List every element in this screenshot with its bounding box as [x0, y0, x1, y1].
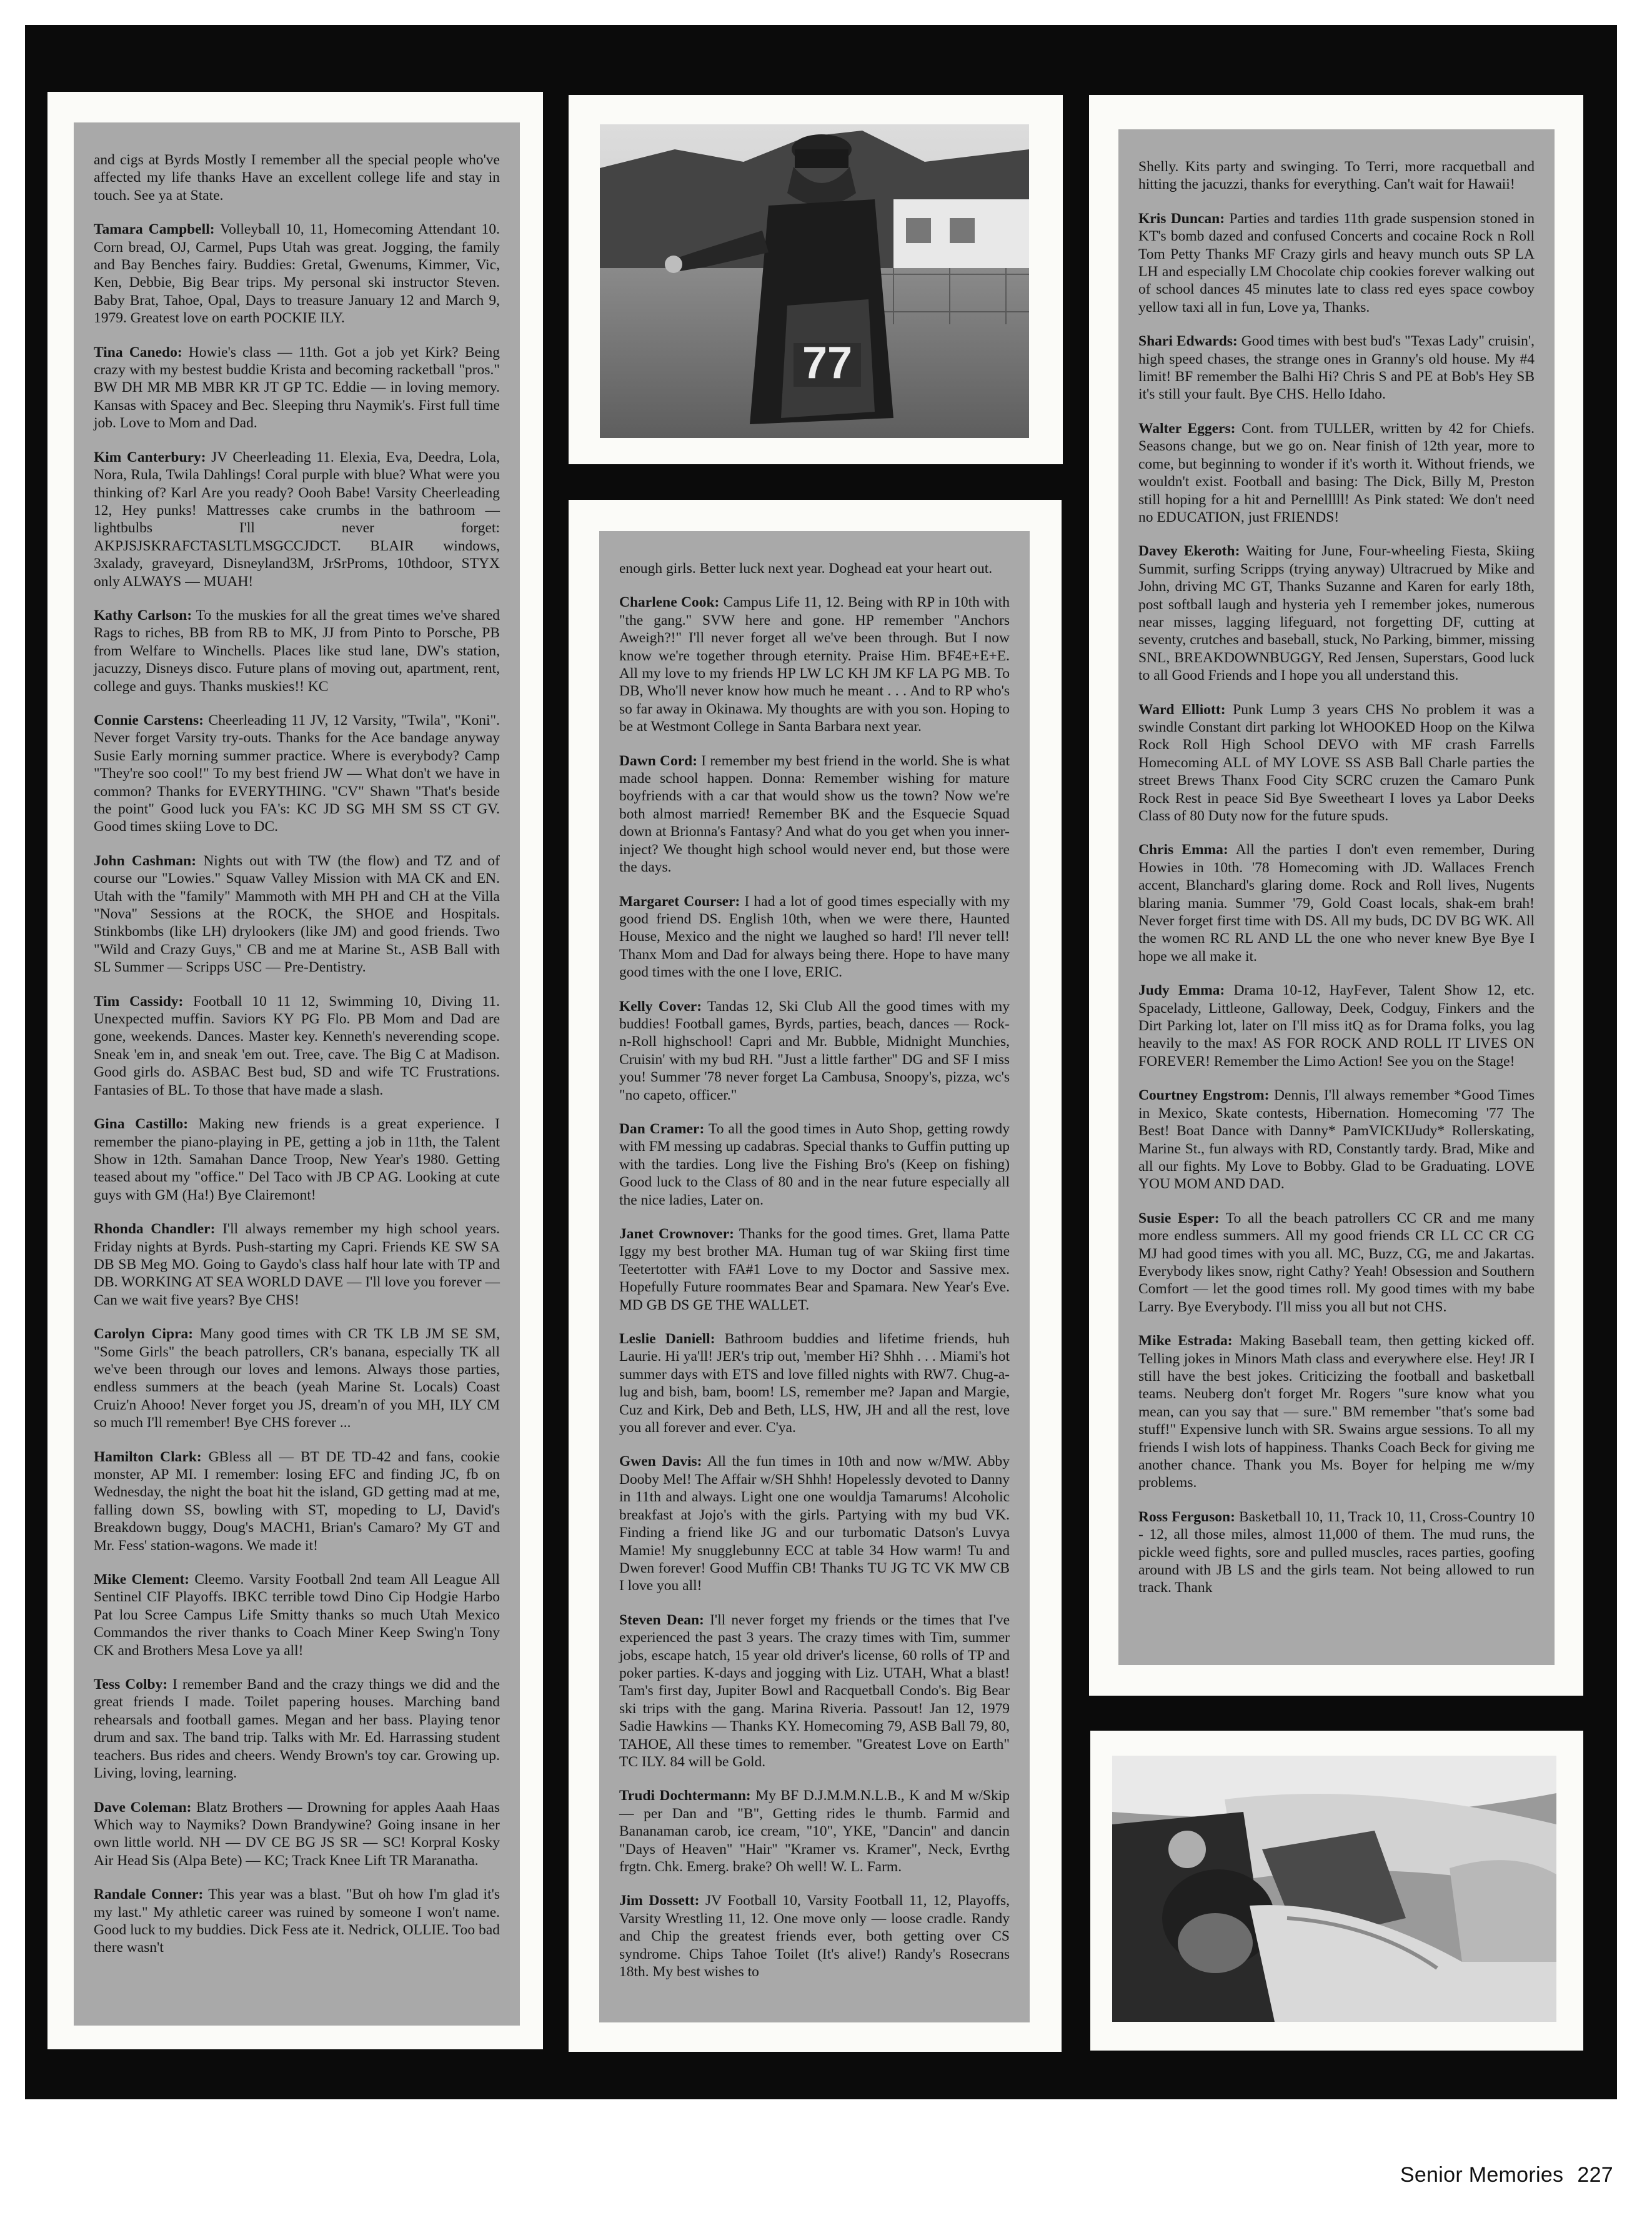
senior-memory-text: Drama 10-12, HayFever, Talent Show 12, etc. Spacelady, Littleone, Galloway, Deek, Codguy, Finkers and the Dirt Parking lot, later on I'll miss itQ as for Drama folks, you lag heavily to the max! AS FOR ROCK AND ROLL IT LIVES ON FOREVER! Remember the Limo Action! See you on the Stage!: [1138, 982, 1535, 1070]
senior-name: Walter Eggers:: [1138, 420, 1236, 437]
senior-memory-text: I remember Band and the crazy things we did and the great friends I made. Toilet papering houses. Marching band rehearsals and football games. Megan and her bass. Playing tenor drum and sax. The band trip. Talks with Mr. Ed. Harrassing student teachers. Bus rides and cheers. Wendy Brown's toy car. Growing up. Living, loving, learning.: [94, 1676, 500, 1782]
senior-entry: [1138, 1332, 1535, 1492]
senior-entry: [1138, 542, 1535, 684]
senior-memory-text: Making Baseball team, then getting kicked off. Telling jokes in Minors Math class and everywhere else. Hey! JR I still have the best jokes. Criticizing the football and basketball teams. Neuberg don't forget Mr. Rogers "sure know what you mean, can you say that — sure." BM remember "that's some bad stuff!" Expensive lunch with SR. Swains argue sessions. To all my friends I wish lots of happiness. Thanks Coach Beck for giving me another chance. Thank you Ms. Boyer for helping me w/my problems.: [1138, 1333, 1535, 1491]
senior-name: Tess Colby:: [94, 1676, 168, 1693]
senior-name: Steven Dean:: [619, 1611, 704, 1628]
senior-name: Shari Edwards:: [1138, 333, 1238, 350]
entry-continued-text: Shelly. Kits party and swinging. To Terri, more racquetball and hitting the jacuzzi, thanks for everything. Can't wait for Hawaii!: [1138, 159, 1535, 193]
senior-entry: [94, 1676, 500, 1782]
senior-name: Tim Cassidy:: [94, 993, 184, 1010]
senior-entry: [1138, 420, 1535, 526]
senior-name: Mike Estrada:: [1138, 1333, 1233, 1350]
senior-name: Janet Crownover:: [619, 1226, 734, 1242]
entry-continued-text: and cigs at Byrds Mostly I remember all the special people who've affected my life thanks Have an excellent college life and stay in touch. See ya at State.: [94, 152, 500, 204]
senior-entry: [619, 893, 1010, 982]
senior-name: Rhonda Chandler:: [94, 1221, 216, 1238]
senior-entry: [94, 1799, 500, 1870]
senior-memory-text: JV Cheerleading 11. Elexia, Eva, Deedra, Lola, Nora, Rula, Twila Dahlings! Coral purple with blue? What were you thinking of? Karl Are you ready? Oooh Babe! Varsity Cheerleading 12, Hey punks! Mattresses cake crumbs in the bathroom — lightbulbs I'll never forget: AKPJSJSKRAFCTASLTLMSGCCJDCT. BLAIR windows, 3xalady, graveyard, Disneyland3M, JrSrProms, 10thdoor, STYX only ALWAYS — MUAH!: [94, 449, 500, 590]
senior-memory-text: To all the beach patrollers CC CR and me many more endless summers. All my good friends CR LL CC CR CG MJ had good times with you all. MC, Buzz, CG, me and Jakartas. Everybody likes snow, right Cathy? Yeah! Obsession and Southern Comfort — let the good times roll. My good times with my babe Larry. Bye Everybody. I'll miss you all but not CHS.: [1138, 1210, 1535, 1315]
senior-name: Ward Elliott:: [1138, 701, 1226, 718]
senior-name: Kim Canterbury:: [94, 449, 206, 465]
senior-memory-text: This year was a blast. "But oh how I'm glad it's my last." My athletic career was ruined by someone I won't name. Good luck to my buddies. Dick Fess ate it. Nedrick, OLLIE. Too bad there wasn't: [94, 1886, 500, 1956]
senior-name: Tamara Campbell:: [94, 221, 215, 238]
senior-memory-text: All the fun times in 10th and now w/MW. Abby Dooby Mel! The Affair w/SH Shhh! Hopelessly devoted to Danny in 11th and always. Light one one wouldja Tamarums! Alcoholic breakfast at Jojo's with the girls. Partying with my bud VK. Finding a friend like JG and our turbomatic Datson's Luvya Mamie! My snugglebunny ECC at table 34 How warm! Tu and Dwen forever! Good Muffin CB! Thanks TU JG TC VK MW CB I love you all!: [619, 1453, 1010, 1594]
senior-entry: [619, 1892, 1010, 1981]
baseball-coach-photo: [600, 124, 1029, 438]
senior-memory-text: Tandas 12, Ski Club All the good times with my buddies! Football games, Byrds, parties, beach, dances — Rock-n-Roll highschool! Capri and Mr. Bubble, Midnight Munchies, Cruisin' with my bud RH. "Just a little farther" DG and SF I miss you! Summer '78 never forget La Cambusa, Snoopy's, pizza, wc's "no capeto, officer.": [619, 998, 1010, 1103]
senior-entry: [94, 1448, 500, 1554]
senior-name: Margaret Courser:: [619, 893, 740, 910]
senior-name: Kelly Cover:: [619, 998, 702, 1015]
senior-entry: [619, 752, 1010, 877]
senior-name: Charlene Cook:: [619, 594, 720, 611]
senior-name: Randale Conner:: [94, 1886, 204, 1903]
senior-name: Courtney Engstrom:: [1138, 1087, 1270, 1104]
senior-name: Tina Canedo:: [94, 344, 182, 361]
senior-entry: [1138, 332, 1535, 404]
senior-memory-text: Cheerleading 11 JV, 12 Varsity, "Twila", "Koni". Never forget Varsity try-outs. Thanks for the Ace bandage anyway Susie Early morning summer practice. Where is everybody? Camp "They're soo cool!" To my best friend JW — What don't we have in common? Thanks for EVERYTHING. "CV" Shawn "That's beside the point" Good luck you FA's: KC JD SG MH SM SS CT GV. Good times skiing Love to DC.: [94, 712, 500, 835]
senior-name: Gwen Davis:: [619, 1453, 702, 1470]
senior-memory-text: Making new friends is a great experience. I remember the piano-playing in PE, getting a job in 11th, the Talent Show in 12th. Samahan Dance Troop, New Year's 1980. Getting teased about my "office." Del Taco with JB CP AG. Looking at cute guys with GM (Ha!) Bye Clairemont!: [94, 1116, 500, 1203]
senior-memory-text: GBless all — BT DE TD-42 and fans, cookie monster, AP MI. I remember: losing EFC and finding JC, fb on Wednesday, the night the boat hit the island, GD getting mad at me, falling down SS, bowling with ST, mopeding to LJ, David's Breakdown buggy, Doug's MACH1, Brian's Camaro? My GT and Mr. Fess' station-wagons. We made it!: [94, 1448, 500, 1554]
senior-entry: [619, 1330, 1010, 1436]
senior-name: Leslie Daniell:: [619, 1331, 715, 1348]
senior-memory-text: Dennis, I'll always remember *Good Times in Mexico, Skate contests, Hibernation. Homecoming '77 The Best! Boat Dance with Danny* PamVICKIJudy* Rollerskating, Marine St., fun always with RD, Constantly tardy. Brad, Mike and all our fights. My Love to Bobby. Glad to be Graduating. LOVE YOU MOM AND DAD.: [1138, 1087, 1535, 1193]
senior-name: Gina Castillo:: [94, 1116, 189, 1133]
senior-entry: [94, 1115, 500, 1204]
senior-entry: [94, 993, 500, 1099]
senior-memory-text: My BF D.J.M.M.N.L.B., K and M w/Skip — per Dan and "B", Getting rides le thumb. Farmid and Bananaman carob, ice cream, "10", YKE, "Dancin" and dancin "Days of Heaven" "Hair" "Kramer vs. Kramer", Neck, Evrthg frgtn. Chk. Emerg. brake? Oh well! W. L. Farm.: [619, 1788, 1010, 1875]
senior-entry: [1138, 210, 1535, 316]
senior-memory-text: Many good times with CR TK LB JM SE SM, "Some Girls" the beach patrollers, CR's banana, especially TK all we've been through our loves and lemons. Always those parties, endless summers at the beach (yeah Marine St. Locals) Coast Cruiz'n Ahooo! Never forget you JS, dream'n of you MH, ILY CM so much I'll remember! Bye CHS forever ...: [94, 1326, 500, 1431]
senior-entry: [619, 1225, 1010, 1314]
senior-entry: [94, 712, 500, 836]
senior-entry: [619, 1611, 1010, 1771]
entry-continued-text: enough girls. Better luck next year. Doghead eat your heart out.: [619, 560, 993, 577]
senior-memory-text: Nights out with TW (the flow) and TZ and of course our "Lowies." Squaw Valley Mission with MA CK and EN. Utah with the "family" Mammoth with MH PH and CH at the Villa "Nova" Sessions at the ROCK, the SHOE and Hospitals. Stinkbombs (like LH) drylookers (like JM) and good friends. Two "Wild and Crazy Guys," CB and me at Marine St., ASB Ball with SL Summer — Scripps USC — Pre-Dentistry.: [94, 852, 500, 976]
senior-entry: [94, 1325, 500, 1431]
senior-memory-text: Good times with best bud's "Texas Lady" cruisin', high speed chases, the strange ones in Granny's old house. My #4 limit! BF remember the Balhi Hi? Chris S and PE at Bob's Hey SB it's still your fault. Bye CHS. Hello Idaho.: [1138, 333, 1535, 403]
senior-memory-text: Bathroom buddies and lifetime friends, huh Laurie. Hi ya'll! JER's trip out, 'member Hi? Shhh . . . Miami's hot summer days with ETS and love filled nights with RW7. Chug-a-lug and bish, bam, boom! LS, remember me? Japan and Margie, Cuz and Kirk, Deb and Beth, LLS, HW, JH and all the rest, love you all forever and ever. C'ya.: [619, 1331, 1010, 1436]
senior-entry: [94, 344, 500, 432]
senior-memory-text: To the muskies for all the great times we've shared Rags to riches, BB from RB to MK, JJ from Pinto to Porsche, PB from Welfare to Winchells. Places like stud lane, DW's station, jacuzzy, Disneys disco. Future plans of moving out, apartment, rent, college and guys. Thanks muskies!! KC: [94, 607, 500, 695]
senior-name: Kris Duncan:: [1138, 210, 1225, 227]
senior-memory-text: To all the good times in Auto Shop, getting rowdy with FM messing up cadabras. Special thanks to Guffin putting up with the tardies. Long live the Fishing Bro's (Keep on fishing) Good luck to the Class of 80 and in the near future especially all the nice ladies, Later on.: [619, 1120, 1010, 1208]
senior-name: Chris Emma:: [1138, 842, 1228, 858]
senior-name: Connie Carstens:: [94, 712, 204, 729]
senior-memory-text: I'll always remember my high school years. Friday nights at Byrds. Push-starting my Capri. Friends KE SW SA DB SB Meg MO. Going to Gaydo's class half hour late with TP and DB. WORKING AT SEA WORLD DAVE — I'll love you forever — Can we wait five years? Bye CHS!: [94, 1221, 500, 1308]
senior-entry: [94, 1220, 500, 1309]
jersey-number: 77: [802, 338, 853, 388]
senior-entry: [94, 1886, 500, 1957]
senior-memory-text: Basketball 10, 11, Track 10, 11, Cross-Country 10 - 12, all those miles, almost 11,000 of them. The mud runs, the pickle weed fights, sore and pulled muscles, races parties, goofing around with JB LS and the girls team. Not being allowed to run track. Thank: [1138, 1508, 1535, 1596]
senior-memory-text: JV Football 10, Varsity Football 11, 12, Playoffs, Varsity Wrestling 11, 12. One move only — loose cradle. Randy and Chip the greatest friends ever, both getting over CS syndrome. Chips Tahoe Toilet (It's alive!) Randy's Rosecrans 18th. My best wishes to: [619, 1892, 1010, 1981]
senior-name: Jim Dossett:: [619, 1892, 700, 1909]
senior-name: Susie Esper:: [1138, 1210, 1220, 1226]
senior-name: Trudi Dochtermann:: [619, 1788, 751, 1804]
footer-section-title: Senior Memories: [1400, 2163, 1564, 2187]
senior-name: Kathy Carlson:: [94, 607, 192, 624]
senior-entry: [1138, 1210, 1535, 1316]
senior-entry: [94, 852, 500, 977]
senior-memory-text: I remember my best friend in the world. She is what made school happen. Donna: Remember wishing for mature boyfriends with a car that would show us the town? Now we're both almost married! Remember BK and the Esquecie Squad down at Brionna's Fantasy? And what do you get when you inner-inject? We thought high school would never end, but those were the days.: [619, 752, 1010, 876]
senior-memory-text: Punk Lump 3 years CHS No problem it was a swindle Constant dirt parking lot WHOOKED Hoop on the Kilwa Rock Roll High School DEVO with MF crash Farrells Homecoming ALL of MY LOVE SS ASB Ball Charle parties the street Brews Thanx Food City SCRC cruzen the Camaro Punk Rock Rest in peace Sid Bye Sweetheart I loves ya Labor Deeks Class of 80 Duty now for the future spuds.: [1138, 701, 1535, 824]
senior-entry: [1138, 1087, 1535, 1193]
senior-name: Dawn Cord:: [619, 752, 698, 769]
senior-entry: [619, 1787, 1010, 1876]
senior-memory-text: Campus Life 11, 12. Being with RP in 10th with "the gang." SVW here and gone. HP remember "Anchors Aweigh?!" I'll never forget all we've been through. But I now know we're together through eternity. Praise Him. BF4E+E+E. All my love to my friends HP LW LC KH JM KF LA PG MB. To DB, Who'll never know how much he meant . . . And to RP who's so far away in Okinawa. My thoughts are with you son. Hoping to be at Westmont College in Santa Barbara next year.: [619, 594, 1010, 735]
baseball-coach-photo-image: [600, 124, 1029, 438]
senior-entry: [1138, 841, 1535, 965]
student-in-car-photo-image: [1112, 1756, 1556, 2022]
senior-entry: [1138, 701, 1535, 825]
senior-name: Judy Emma:: [1138, 982, 1225, 999]
page-number: 227: [1577, 2163, 1613, 2187]
senior-memory-text: Football 10 11 12, Swimming 10, Diving 11. Unexpected muffin. Saviors KY PG Flo. PB Mom and Dad are gone, weekends. Dances. Master key. Kenneth's neverending scope. Sneak 'em in, and sneak 'em out. Tree, cave. The Big C at Madison. Good girls do. ASBAC Best bud, SD and wife TC Frustrations. Fantasies of BL. To those that have made a slash.: [94, 993, 500, 1098]
senior-entry: [94, 221, 500, 327]
senior-entry: [619, 1453, 1010, 1594]
senior-memory-text: Parties and tardies 11th grade suspension stoned in KT's bomb dazed and confused Concerts and cocaine Rock n Roll Tom Petty Thanks MF Crazy girls and heavy munch outs SP LA LH and especially LM Chocolate chip cookies forever walking out of school dances 45 minutes late to class red eyes space cowboy yellow taxi all in fun, Love ya, Thanks.: [1138, 210, 1535, 316]
senior-memory-text: Cleemo. Varsity Football 2nd team All League All Sentinel CIF Playoffs. IBKC terrible towd Dino Cip Hodgie Harbo Pat lou Scree Campus Life Smitty thanks so much Utah Mexico Commandos the river thanks to Coach Miner Keep Swing'n Tony CK and Brothers Mesa Love ya all!: [94, 1571, 500, 1659]
senior-name: Carolyn Cipra:: [94, 1326, 194, 1343]
senior-name: Davey Ekeroth:: [1138, 543, 1240, 560]
senior-entry: [94, 449, 500, 590]
student-in-car-photo: [1112, 1756, 1556, 2022]
senior-name: Ross Ferguson:: [1138, 1508, 1235, 1525]
senior-memory-text: Volleyball 10, 11, Homecoming Attendant 10. Corn bread, OJ, Carmel, Pups Utah was great. Jogging, the family and Bay Benches fairy. Buddies: Gretal, Gwenums, Kimmer, Vic, Ken, Debbie, Big Bear trips. My personal ski instructor Steven. Baby Brat, Tahoe, Opal, Days to treasure January 12 and March 9, 1979. Greatest love on earth POCKIE ILY.: [94, 221, 500, 327]
senior-name: Dan Cramer:: [619, 1120, 705, 1137]
senior-memory-text: Thanks for the good times. Gret, llama Patte Iggy my best brother MA. Human tug of war Skiing first time Teetertotter with FA#1 Love to my Doctor and Sassive mex. Hopefully Future roommates Bear and Spamara. New Year's Eve. MD GB DS GE THE WALLET.: [619, 1226, 1010, 1313]
senior-entry: [94, 1571, 500, 1659]
senior-memory-text: I'll never forget my friends or the times that I've experienced the past 3 years. The crazy times with Tim, summer jobs, escape hatch, 15 year old driver's license, 60 rolls of TP and poker parties. K-days and jogging with Liz. UTAH, What a blast! Tam's first day, Jupiter Bowl and Racquetball Condo's. Big Bear ski trips with the gang. Marina Riveria. Passout! Jan 12, 1979 Sadie Hawkins — Thanks KY. Homecoming 79, ASB Ball 79, 80, TAHOE, All these times to remember. "Greatest Love on Earth" TC ILY. 84 will be Gold.: [619, 1611, 1010, 1770]
senior-name: Mike Clement:: [94, 1571, 190, 1588]
senior-entry: [619, 1120, 1010, 1209]
senior-memory-text: Blatz Brothers — Drowning for apples Aaah Haas Which way to Naymiks? Down Brandywine? Going insane in her own little world. NH — DV CE BG JS SR — SC! Korpral Kosky Air Head Sis (Alpa Bete) — KC; Track Knee Lift TR Maranatha.: [94, 1799, 500, 1869]
senior-entry: [1138, 982, 1535, 1070]
senior-name: Dave Coleman:: [94, 1799, 192, 1816]
senior-memory-text: Howie's class — 11th. Got a job yet Kirk? Being crazy with my bestest buddie Krista and becoming racketball "pros." BW DH MR MB MBR KR JT GP TC. Eddie — in loving memory. Kansas with Spacey and Bec. Sleeping thru Naymik's. First full time job. Love to Mom and Dad.: [94, 344, 500, 432]
page-footer: [1400, 2163, 1613, 2187]
senior-entry: [619, 594, 1010, 735]
senior-entry: [619, 998, 1010, 1104]
senior-name: Hamilton Clark:: [94, 1448, 202, 1465]
senior-entry: [94, 607, 500, 695]
senior-memory-text: All the parties I don't even remember, During Howies in 10th. '78 Homecoming with JD. Wallaces French accent, Blanchard's glaring dome. Rock and Roll lives, Nugents blaring mania. Summer '79, Gold Coast locals, shak-em brah! Never forget first time with DS. All my buds, DC DV BG WK. All the women RC RL AND LL the one who never knew Bye Bye I hope we all make it.: [1138, 842, 1535, 965]
senior-entry: [1138, 1508, 1535, 1597]
senior-memory-text: I had a lot of good times especially with my good friend DS. English 10th, when we were there, Haunted House, Mexico and the night we laughed so hard! I'll never tell! Thanx Mom and Dad for always being there. Hope to have many good times with the one I love, ERIC.: [619, 893, 1010, 981]
senior-memory-text: Cont. from TULLER, written by 42 for Chiefs. Seasons change, but we go on. Near finish of 12th year, more to come, but beginning to wonder if it's worth it. Without friends, we wouldn't exist. Football and basing: The Dick, Billy M, Preston still hoping for a hit and Pernelllll! As Pink stated: We don't need no EDUCATION, just FRIENDS!: [1138, 420, 1535, 525]
senior-memory-text: Waiting for June, Four-wheeling Fiesta, Skiing Summit, surfing Scripps (trying anyway) Ultracrued by Mike and John, driving MC GT, Thanks Suzanne and Karen for early 18th, post softball laugh and hysteria yeh I remember jokes, numerous near misses, lagging lifeguard, not forgetting DF, cutting at seventy, crutches and baseball, stuck, No Parking, bimmer, missing SNL, BREAKDOWNBUGGY, Red Jensen, Superstars, Good luck to all Good Friends and I hope you all understand this.: [1138, 543, 1535, 684]
senior-memories-column-3: [1118, 129, 1555, 1665]
senior-memories-column-2: [599, 531, 1030, 2022]
senior-memories-column-1: [74, 122, 520, 2026]
senior-name: John Cashman:: [94, 852, 197, 869]
